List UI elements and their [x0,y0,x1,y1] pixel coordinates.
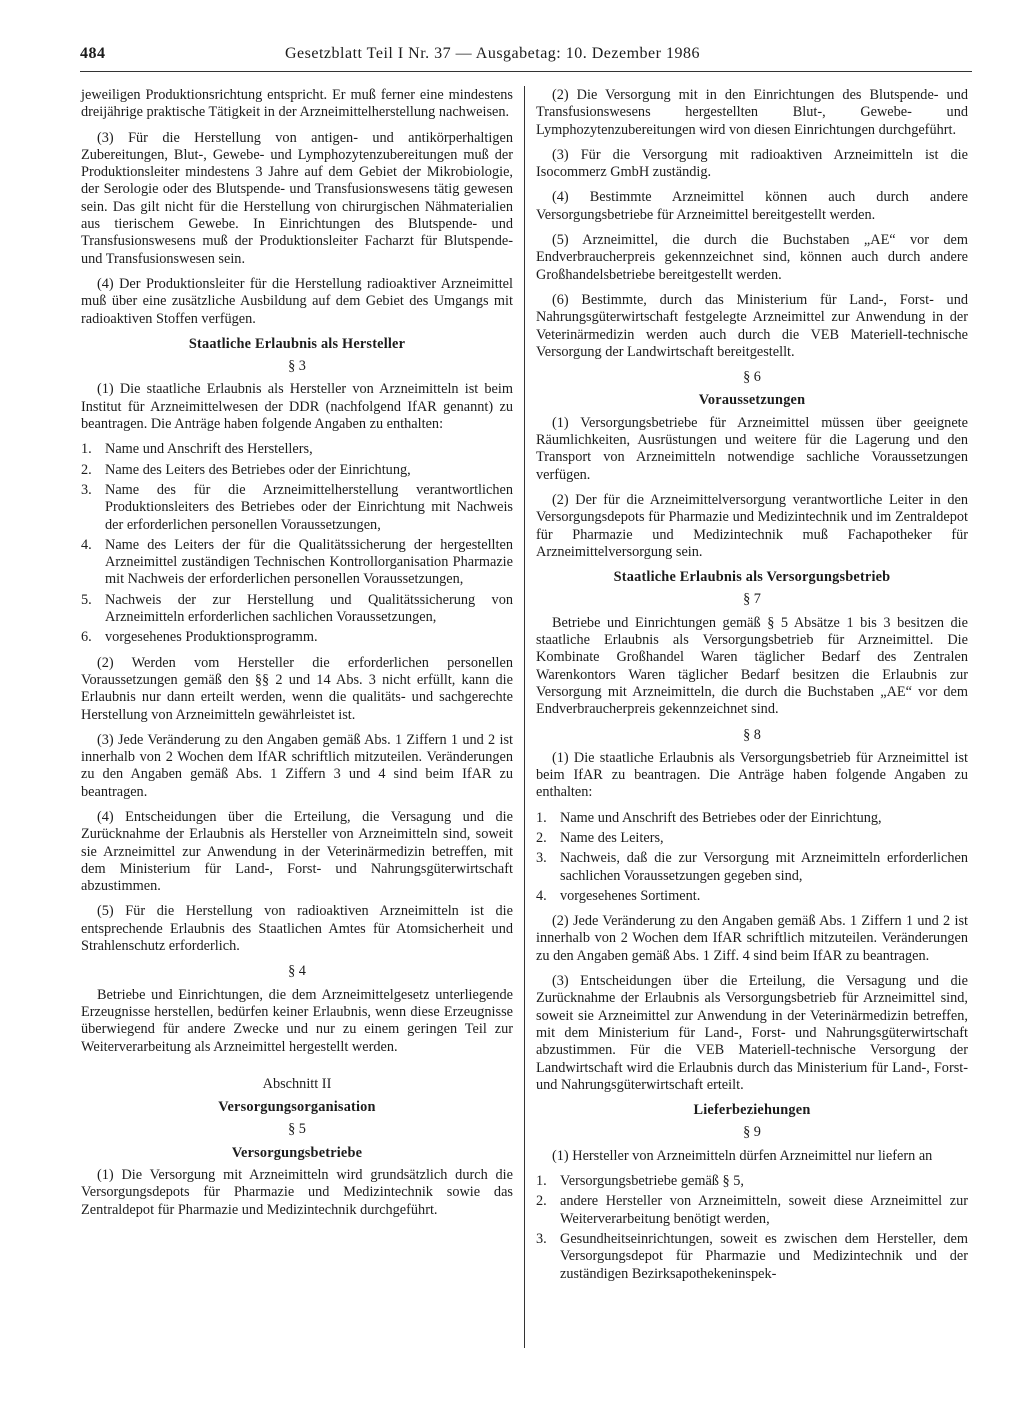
list-text: Name und Anschrift des Herstellers, [105,441,313,458]
paragraph: (3) Für die Versorgung mit radioaktiven Arzneimitteln ist die Isocommerz GmbH zuständig. [536,146,968,181]
list-item [81,537,513,589]
list-number: 5. [81,591,92,608]
list-number: 2. [536,829,547,846]
paragraph: (3) Für die Herstellung von antigen- und antikörperhaltigen Zubereitungen, Blut-, Gewebe- und Lymphozytenzubereitungen muß der Produktionsleiter mindestens 3 Jahre auf dem Gebiet der Mikrobiologie, der Serologie oder des Blutspende- und Transfusionswesens tätig gewesen sein. Das gilt nicht für die Herstellung von chirurgischen Nähmaterialien aus tierischem Gewebe. In Einrichtungen des Blutspende- und Transfusionswesens muß der Produktionsleiter Facharzt für Blutspende- und Transfusionswesen sein. [81,129,513,267]
section-heading: Voraussetzungen [698,392,806,409]
paragraph: (1) Hersteller von Arzneimitteln dürfen Arzneimittel nur liefern an [552,1147,933,1164]
list-number: 3. [81,481,92,498]
paragraph: (5) Arzneimittel, die durch die Buchstaben „AE“ vor dem Endverbraucherpreis gekennzeichnet sind, können auch durch andere Großhandelsbetriebe bereitgestellt werden. [536,232,968,283]
list-item [81,462,513,479]
list-item [81,629,513,646]
paragraph: (4) Entscheidungen über die Erteilung, die Versagung und die Zurücknahme der Erlaubnis als Hersteller von Arzneimitteln sind, soweit sie Arzneimittel zur Anwendung in der Veterinärmedizin betreffen, mit dem Ministerium für Land-, Forst- und Nahrungsgüterwirtschaft abzustimmen. [81,808,513,895]
list-text: Gesundheitseinrichtungen, soweit es zwischen dem Hersteller, dem Versorgungsdepot für Pharmazie und Medizintechnik und der zuständigen Bezirksapothekeninspek- [560,1230,968,1282]
paragraph: (5) Für die Herstellung von radioaktiven Arzneimitteln ist die entsprechende Erlaubnis des Staatlichen Amtes für Atomsicherheit und Strahlenschutz erforderlich. [81,903,513,955]
list-number: 2. [536,1193,547,1210]
paragraph-number: § 8 [743,726,761,743]
list-text: Name des für die Arzneimittelherstellung verantwortlichen Produktionsleiters des Betriebes oder der Einrichtung mit Nachweis der erforderlichen personellen Voraussetzungen, [105,481,513,533]
list-item [536,1231,968,1283]
list-item [536,1173,968,1190]
list-item [536,888,968,905]
list-text: Name und Anschrift des Betriebes oder der Einrichtung, [560,809,882,826]
paragraph-number: § 7 [743,591,761,608]
paragraph: (2) Der für die Arzneimittelversorgung verantwortliche Leiter in den Versorgungsdepots für Pharmazie und Medizintechnik und im Zentraldepot für Pharmazie und Medizintechnik muß Fachapotheker für Arzneimittelversorgung sein. [536,491,968,560]
list-number: 2. [81,461,92,478]
paragraph: (1) Die staatliche Erlaubnis als Hersteller von Arzneimitteln ist beim Institut für Arzneimittelwesen der DDR (nachfolgend IfAR genannt) zu beantragen. Die Anträge haben folgende Angaben zu enthalten: [81,381,513,433]
section-heading: Staatliche Erlaubnis als Hersteller [188,335,406,352]
list-text: Versorgungsbetriebe gemäß § 5, [560,1173,744,1190]
left-column [81,87,513,1227]
page-header [80,45,972,69]
paragraph: jeweiligen Produktionsrichtung entspricht. Er muß ferner eine mindestens dreijährige praktische Tätigkeit in der Arzneimittelherstellung nachweisen. [81,87,513,121]
page-number: 484 [80,45,106,62]
header-rule [80,71,972,72]
list-number: 1. [536,1173,547,1190]
list-number: 6. [81,629,92,646]
list-item [536,810,968,827]
list-text: Name des Leiters, [560,829,664,846]
list-text: andere Hersteller von Arzneimitteln, soweit diese Arzneimittel zur Weiterverarbeitung benötigt werden, [560,1193,968,1227]
paragraph-number: § 6 [743,369,761,386]
list-item [536,830,968,847]
paragraph: (1) Die staatliche Erlaubnis als Versorgungsbetrieb für Arzneimittel ist beim IfAR zu beantragen. Die Anträge haben folgende Angaben zu enthalten: [536,749,968,801]
chapter-label: Abschnitt II [262,1075,332,1092]
list-item [81,441,513,458]
numbered-list [81,441,513,646]
paragraph: (1) Versorgungsbetriebe für Arzneimittel müssen über geeignete Räumlichkeiten, Ausrüstungen und weitere für die Lagerung und den Transport von Arzneimitteln notwendige sachliche Voraussetzungen verfügen. [536,414,968,483]
paragraph: (1) Die Versorgung mit Arzneimitteln wird grundsätzlich durch die Versorgungsdepots für Pharmazie und Medizintechnik sowie das Zentraldepot für Pharmazie und Medizintechnik durchgeführt. [81,1167,513,1218]
list-text: Name des Leiters der für die Qualitätssicherung der hergestellten Arzneimittel zuständigen Technischen Kontrollorganisation Pharmazie mit Nachweis der erforderlichen personellen Voraussetzungen, [105,536,513,588]
list-number: 1. [81,441,92,458]
column-divider [524,86,525,1348]
list-text: vorgesehenes Sortiment. [560,887,701,904]
section-heading: Staatliche Erlaubnis als Versorgungsbetrieb [613,569,891,586]
list-text: Nachweis, daß die zur Versorgung mit Arzneimitteln erforderlichen sachlichen Voraussetzungen gegeben sind, [560,850,968,884]
paragraph-number: § 5 [288,1121,306,1138]
paragraph: (3) Jede Veränderung zu den Angaben gemäß Abs. 1 Ziffern 1 und 2 ist innerhalb von 2 Wochen dem IfAR schriftlich mitzuteilen. Veränderungen zu den Angaben gemäß Abs. 1 Ziffern 3 und 4 sind beim IfAR zu beantragen. [81,731,513,800]
right-column [536,87,968,1291]
chapter-heading: Versorgungsorganisation [218,1099,376,1116]
paragraph-number: § 3 [288,358,306,375]
section-heading: Lieferbeziehungen [693,1102,811,1119]
paragraph: Betriebe und Einrichtungen, die dem Arzneimittelgesetz unterliegende Erzeugnisse herstellen, bedürfen keiner Erlaubnis, wenn diese Erzeugnisse überwiegend für andere Zwecke und nur zu einem geringen Teil zur Weiterverarbeitung als Arzneimittel hergestellt werden. [81,986,513,1055]
list-item [81,482,513,534]
paragraph: (2) Die Versorgung mit in den Einrichtungen des Blutspende- und Transfusionswesens hergestellten Blut-, Gewebe- und Lymphozytenzubereitungen wird von diesen Einrichtungen durchgeführt. [536,87,968,138]
list-text: vorgesehenes Produktionsprogramm. [105,629,318,646]
list-item [536,1193,968,1228]
list-item [81,592,513,627]
running-title: Gesetzblatt Teil I Nr. 37 — Ausgabetag: 10. Dezember 1986 [285,45,700,62]
paragraph: (2) Jede Veränderung zu den Angaben gemäß Abs. 1 Ziffern 1 und 2 ist innerhalb von 2 Wochen dem IfAR schriftlich mitzuteilen. Veränderungen zu den Angaben gemäß Abs. 1 Ziff. 4 sind beim IfAR zu beantragen. [536,913,968,964]
list-number: 3. [536,1230,547,1247]
list-number: 3. [536,850,547,867]
paragraph: (2) Werden vom Hersteller die erforderlichen personellen Voraussetzungen gemäß den §§ 2 und 14 Abs. 3 nicht erfüllt, kann die Erlaubnis nur dann erteilt werden, wenn die qualitäts- und sachgerechte Herstellung von Arzneimitteln gewährleistet ist. [81,654,513,723]
paragraph: (6) Bestimmte, durch das Ministerium für Land-, Forst- und Nahrungsgüterwirtschaft festgelegte Arzneimittel zur Anwendung in der Veterinärmedizin werden auch durch die VEB Materiell-technische Versorgung der Landwirtschaft bereitgestellt. [536,291,968,360]
list-number: 4. [81,536,92,553]
section-heading: Versorgungsbetriebe [231,1144,363,1161]
list-number: 1. [536,809,547,826]
list-number: 4. [536,887,547,904]
paragraph-number: § 4 [288,963,306,980]
paragraph: (4) Bestimmte Arzneimittel können auch durch andere Versorgungsbetriebe für Arzneimittel bereitgestellt werden. [536,189,968,223]
numbered-list [536,810,968,905]
list-text: Nachweis der zur Herstellung und Qualitätssicherung von Arzneimitteln erforderlichen sachlichen Voraussetzungen, [105,591,513,626]
list-item [536,850,968,885]
list-text: Name des Leiters des Betriebes oder der Einrichtung, [105,461,411,478]
paragraph-number: § 9 [743,1124,761,1141]
paragraph: (3) Entscheidungen über die Erteilung, die Versagung und die Zurücknahme der Erlaubnis als Versorgungsbetrieb für Arzneimittel sind, soweit sie Arzneimittel zur Anwendung in der Veterinärmedizin betreffen, mit dem Ministerium für Land-, Forst- und Nahrungsgüterwirtschaft abzustimmen. Für die VEB Materiell-technische Versorgung der Landwirtschaft wird die Erlaubnis durch das Ministerium für Land-, Forst- und Nahrungsgüterwirtschaft erteilt. [536,973,968,1093]
paragraph: Betriebe und Einrichtungen gemäß § 5 Absätze 1 bis 3 besitzen die staatliche Erlaubnis als Versorgungsbetrieb für Arzneimittel. Die Kombinate Großhandel Waren täglicher Bedarf des Zentralen Warenkontors Waren täglicher Bedarf besitzen die Erlaubnis zur Versorgung mit Arzneimitteln, die durch die Buchstaben „AE“ vor dem Endverbraucherpreis gekennzeichnet sind. [536,614,968,718]
numbered-list [536,1173,968,1283]
paragraph: (4) Der Produktionsleiter für die Herstellung radioaktiver Arzneimittel muß über eine zusätzliche Ausbildung auf dem Gebiet des Umgangs mit radioaktiven Stoffen verfügen. [81,275,513,327]
